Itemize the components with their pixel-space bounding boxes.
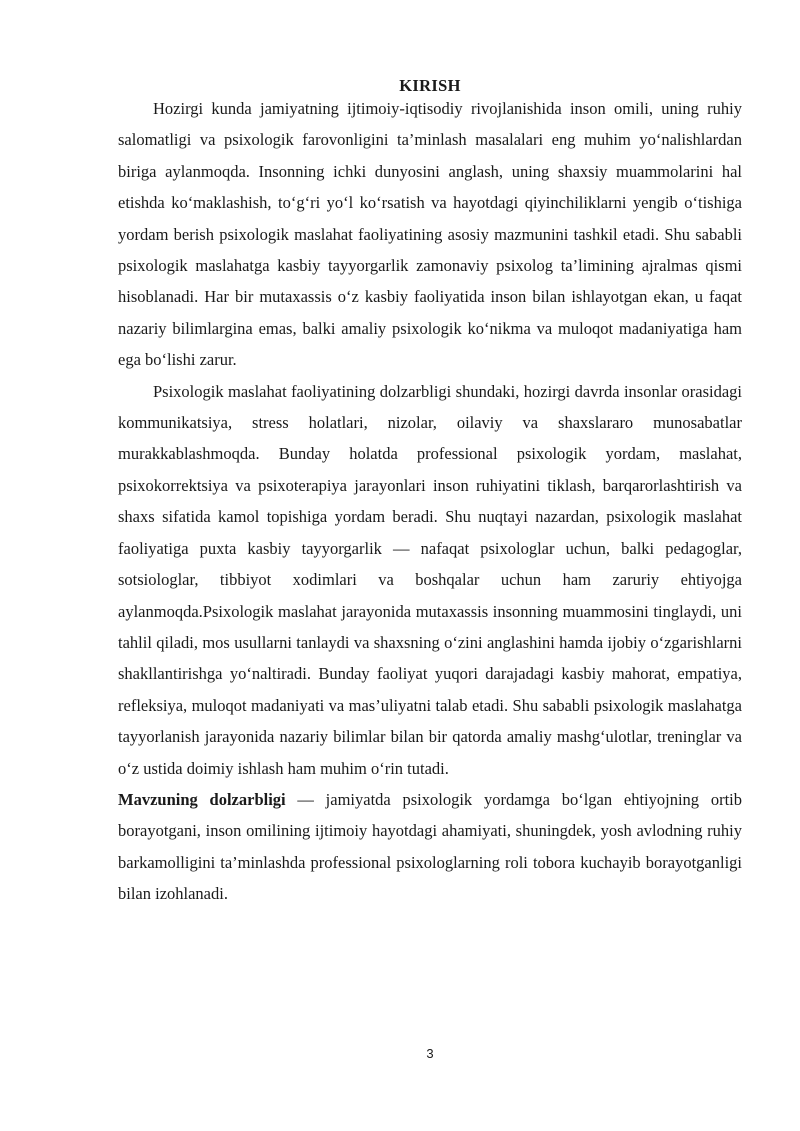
page-number: 3 <box>426 1046 434 1061</box>
paragraph-topic-relevance <box>118 784 742 910</box>
paragraph-relevance-of-counseling: Psixologik maslahat faoliyatining dolzarbligi shundaki, hozirgi davrda insonlar orasidagi kommunikatsiya, stress holatlari, nizolar, oilaviy va shaxslararo munosabatlar murakkablashmoqda. Bunday holatda professional psixologik yordam, maslahat, psixokorrektsiya va psixoterapiya jarayonlari inson ruhiyatini tiklash, barqarorlashtirish va shaxs sifatida kamol topishiga yordam beradi. Shu nuqtayi nazardan, psixologik maslahat faoliyatiga puxta kasbiy tayyorgarlik — nafaqat psixologlar uchun, balki pedagoglar, sotsiologlar, tibbiyot xodimlari va boshqalar uchun ham zaruriy ehtiyojga aylanmoqda.Psixologik maslahat jarayonida mutaxassis insonning muammosini tinglaydi, uni tahlil qiladi, mos usullarni tanlaydi va shaxsning o‘zini anglashini hamda ijobiy o‘zgarishlarni shakllantirishga yo‘naltiradi. Bunday faoliyat yuqori darajadagi kasbiy mahorat, empatiya, refleksiya, muloqot madaniyati va mas’uliyatni talab etadi. Shu sababli psixologik maslahatga tayyorlanish jarayonida nazariy bilimlar bilan bir qatorda amaliy mashg‘ulotlar, treninglar va o‘z ustida doimiy ishlash ham muhim o‘rin tutadi. <box>118 381 742 778</box>
section-title: KIRISH <box>399 76 461 95</box>
topic-relevance-term: Mavzuning dolzarbligi <box>118 789 286 809</box>
body-text <box>118 93 742 910</box>
paragraph-introduction: Hozirgi kunda jamiyatning ijtimoiy-iqtisodiy rivojlanishida inson omili, uning ruhiy salomatligi va psixologik farovonligini ta’minlash masalalari eng muhim yo‘nalishlardan biriga aylanmoqda. Insonning ichki dunyosini anglash, uning shaxsiy muammolarini hal etishda ko‘maklashish, to‘g‘ri yo‘l ko‘rsatish va hayotdagi qiyinchiliklarni yengib o‘tishiga yordam berish psixologik maslahat faoliyatining asosiy mazmunini tashkil etadi. Shu sababli psixologik maslahatga kasbiy tayyorgarlik zamonaviy psixolog ta’limining ajralmas qismi hisoblanadi. Har bir mutaxassis o‘z kasbiy faoliyatida inson bilan ishlayotgan ekan, u faqat nazariy bilimlargina emas, balki amaliy psixologik ko‘nikma va muloqot madaniyatiga ham ega bo‘lishi zarur. <box>118 99 742 370</box>
topic-relevance-text: — jamiyatda psixologik yordamga bo‘lgan ehtiyojning ortib borayotgani, inson omilining ijtimoiy hayotdagi ahamiyati, shuningdek, yosh avlodning ruhiy barkamolligini ta’minlashda professional psixologlarning roli tobora kuchayib borayotganligi bilan izohlanadi. <box>118 789 742 904</box>
